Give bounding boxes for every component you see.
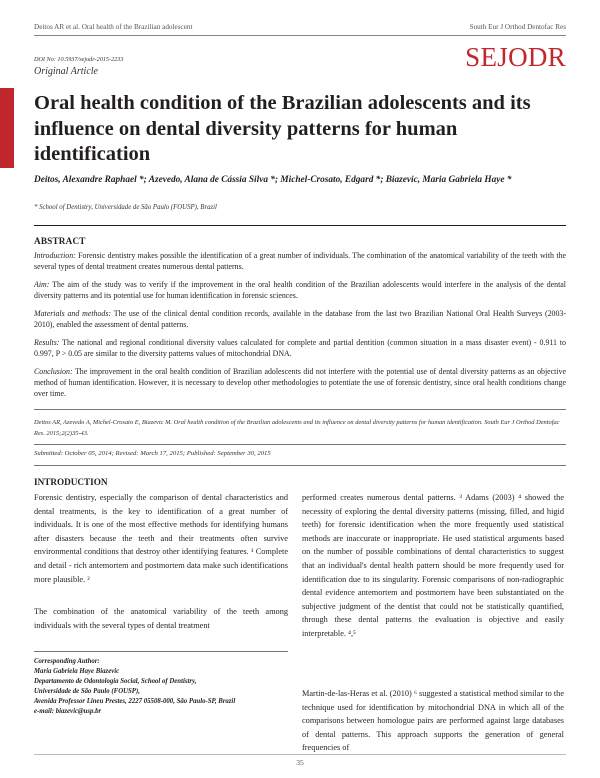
abstract-methods-text: The use of the clinical dental condition records, available in the database from the last two Brazilian National Oral Health Surveys (2003-2010), enabled the assessment of dental patterns. xyxy=(34,309,567,330)
page-number: 35 xyxy=(296,758,304,767)
abstract-aim-text: The aim of the study was to verify if the improvement in the oral health condition of the Brazilian adolescents would interfere in the analysis of the dental diversity patterns and its potential use for human identification in forensic sciences. xyxy=(34,280,566,301)
introduction-paragraph-2: The combination of the anatomical variability of the teeth among individuals with the several types of dental treatment xyxy=(34,607,288,630)
abstract-introduction xyxy=(34,250,566,272)
introduction-paragraph-3: performed creates numerous dental patterns. ³ Adams (2003) ⁴ showed the necessity of exploring the dental diversity patterns (missing, filled, and higid teeth) for forensic identification when the more frequently used statistical methods are inaccurate or inappropriate. He used statistical arguments based on the number of possible combinations of dental characteristics to suggest that an individual's dental health pattern should be more frequently used for identification due to its singularity. Forensic comparisons of non-radiographic dental evidence antemortem and postmortem have been substantiated on the subjective judgment of the dentist that could not be statistically quantified, through these dental patterns the evaluation is objective and easily interpretable. ⁴,⁵ xyxy=(302,493,564,638)
abstract-conclusion-text: The improvement in the oral health condition of Brazilian adolescents did not interfere with the potential use of dental diversity patterns as an objective method of human identification. However, it is necessary to develop other methodologies to potentiate the use of forensic dentistry, since oral health conditions change over time. xyxy=(34,367,566,399)
author-list: Deitos, Alexandre Raphael *; Azevedo, Alana de Cássia Silva *; Michel-Crosato, Edgard *; Biazevic, Maria Gabriela Haye * xyxy=(34,175,512,185)
header-rule xyxy=(34,35,566,36)
article-type: Original Article xyxy=(34,66,98,77)
abstract-top-rule xyxy=(34,225,566,226)
journal-logo: SEJODR xyxy=(465,42,566,72)
footer-rule xyxy=(34,754,566,755)
dates-rule-bottom xyxy=(34,465,566,466)
abstract-heading: ABSTRACT xyxy=(34,236,86,246)
introduction-paragraph-4: Martin-de-las-Heras et al. (2010) ⁶ suggested a statistical method similar to the technique used for identification by mitochondrial DNA in which all of the comparisons between homologue pairs are performed against large databases of dental patterns. This approach supports the generation of general frequencies of xyxy=(302,689,564,753)
accent-bar xyxy=(0,88,14,168)
abstract-introduction-text: Forensic dentistry makes possible the identification of a great number of individuals. The combination of the anatomical variability of the teeth with the several types of dental treatment creates numerous dental patterns. xyxy=(34,251,566,272)
article-title: Oral health condition of the Brazilian adolescents and its influence on dental diversity patterns for human identification xyxy=(34,92,531,165)
abstract-aim xyxy=(34,279,566,301)
introduction-heading: INTRODUCTION xyxy=(34,477,108,487)
submission-dates: Submitted: October 05, 2014; Revised: March 17, 2015; Published: September 30, 2015 xyxy=(34,450,271,457)
abstract-conclusion-label: Conclusion: xyxy=(34,367,73,376)
running-header-left: Deitos AR et al. Oral health of the Brazilian adolescent xyxy=(34,23,193,31)
introduction-paragraph-1: Forensic dentistry, especially the comparison of dental characteristics and dental treatments, is the key to identification of a great number of individuals. It is one of the most effective methods for identifying humans after disasters because the teeth and their treatments often survive environmental conditions that destroy other identifying features. ¹ Complete and detail - rich antemortem and postmortem data make such identifications more plausible. ² xyxy=(34,493,288,584)
corresponding-department: Departamento de Odontologia Social, School of Dentistry, xyxy=(34,678,197,686)
abstract-introduction-label: Introduction: xyxy=(34,251,76,260)
corresponding-author xyxy=(34,657,294,718)
corresponding-name: Maria Gabriela Haye Biazevic xyxy=(34,668,120,676)
abstract-results-text: The national and regional conditional diversity values calculated for complete and partial dentition (common situation in a mass disaster event) - 0.911 to 0.997, P > 0.05 are similar to the diversity patterns values of mitochondrial DNA. xyxy=(34,338,566,359)
dates-rule xyxy=(34,444,566,445)
abstract-conclusion xyxy=(34,366,566,400)
corresponding-email[interactable]: e-mail: biazevic@usp.br xyxy=(34,708,102,716)
abstract-aim-label: Aim: xyxy=(34,280,50,289)
citation-rule xyxy=(34,409,566,410)
abstract-results xyxy=(34,337,566,359)
corresponding-rule xyxy=(34,651,288,652)
affiliation: * School of Dentistry, Universidade de São Paulo (FOUSP), Brazil xyxy=(34,204,217,211)
doi[interactable]: DOI No: 10.5937/sejodr-2015-2233 xyxy=(34,56,124,63)
running-header-right: South Eur J Orthod Dentofac Res xyxy=(469,23,566,31)
citation: Deitos AR, Azevedo A, Michel-Crosato E, Biazevic M. Oral health condition of the Brazilian adolescents and its influence on dental diversity patterns for human identification. South Eur J Orthod Dentofac Res. 2015;2(2)35-43. xyxy=(34,419,560,437)
corresponding-university: Universidade de São Paulo (FOUSP), xyxy=(34,688,140,696)
abstract-methods-label: Materials and methods: xyxy=(34,309,112,318)
abstract-results-label: Results: xyxy=(34,338,60,347)
abstract-methods xyxy=(34,308,566,330)
corresponding-label: Corresponding Author: xyxy=(34,658,100,665)
corresponding-address: Avenida Professor Lineu Prestes, 2227 05508-000, São Paulo-SP, Brazil xyxy=(34,698,236,706)
